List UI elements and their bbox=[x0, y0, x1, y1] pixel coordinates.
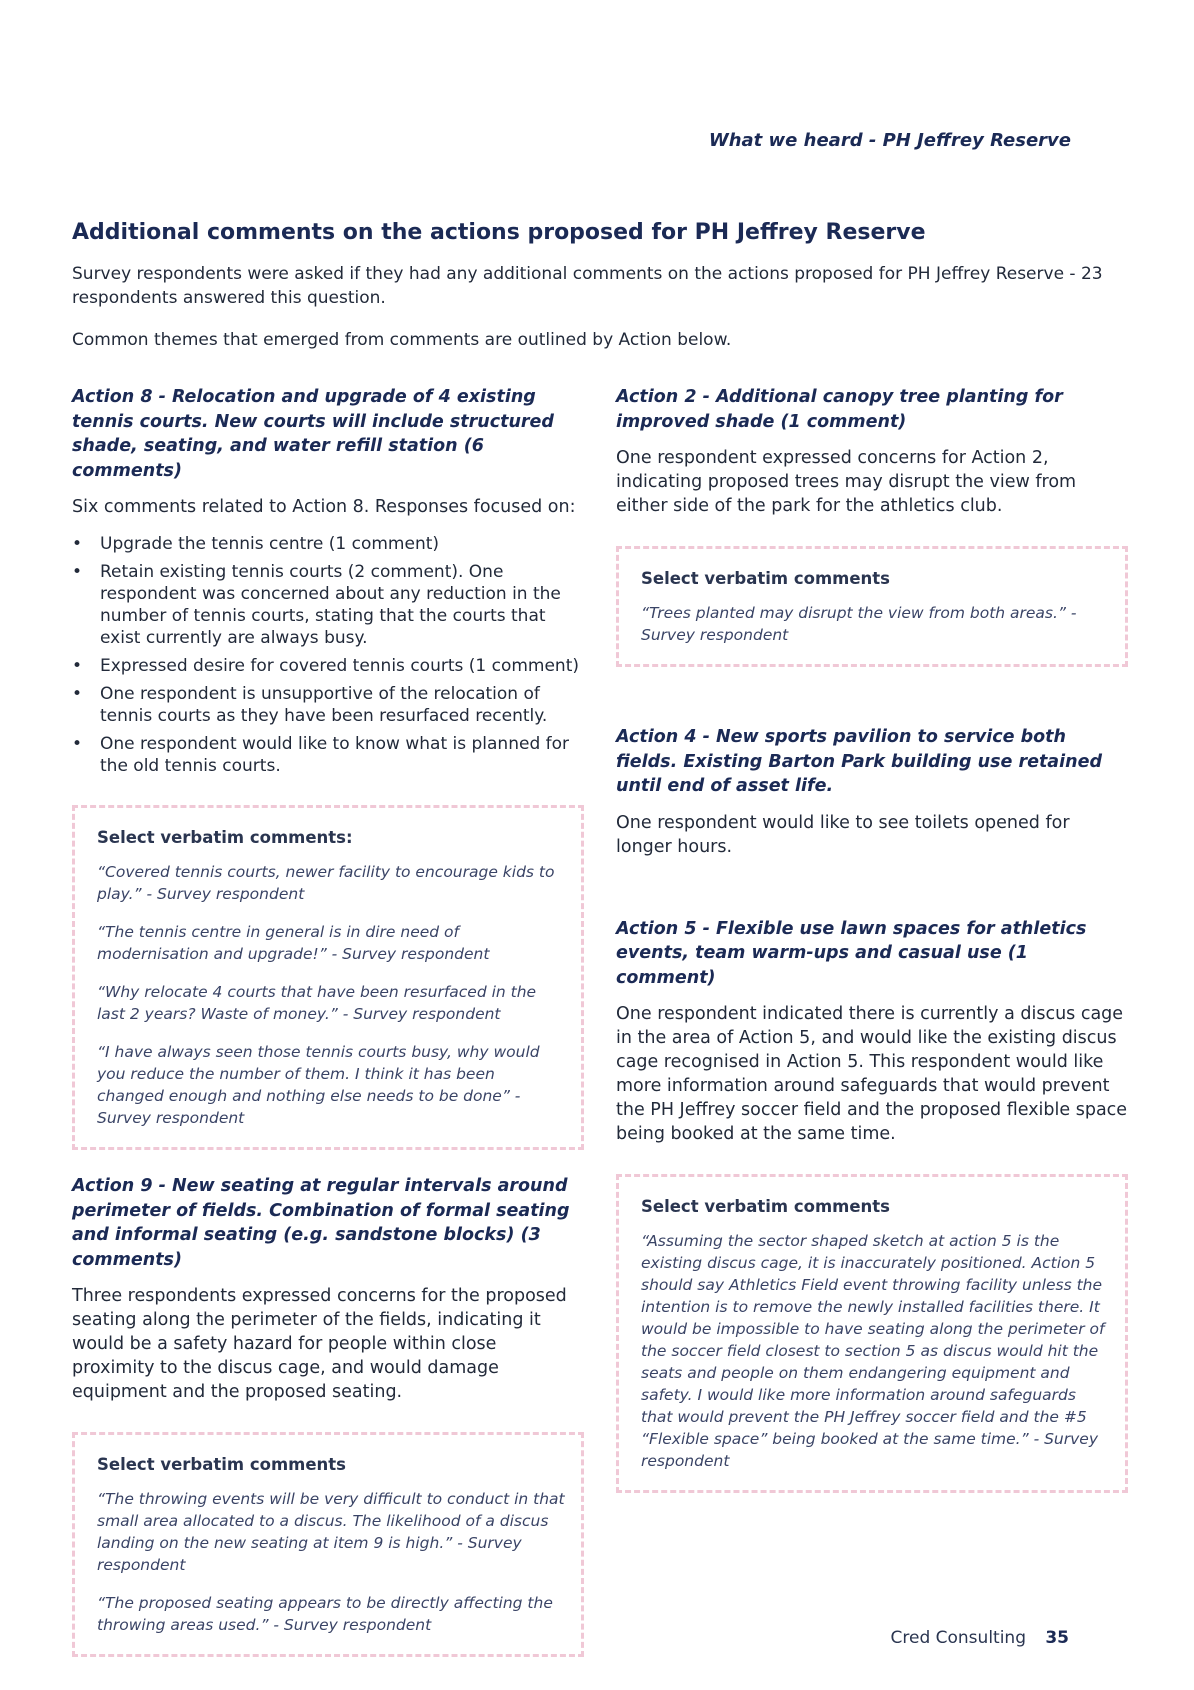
action-2-section bbox=[616, 385, 1128, 667]
bullet-item: • One respondent would like to know what is planned for the old tennis courts. bbox=[72, 733, 584, 777]
action-9-verbatim-box bbox=[72, 1432, 584, 1657]
action-8-title: Action 8 - Relocation and upgrade of 4 existing tennis courts. New courts will include structured shade, seating, and water refill station (6 comments) bbox=[72, 387, 554, 481]
verbatim-quote: “Why relocate 4 courts that have been resurfaced in the last 2 years? Waste of money.” - Survey respondent bbox=[97, 983, 537, 1023]
left-column bbox=[72, 385, 584, 1657]
action-8-summary: Six comments related to Action 8. Responses focused on: bbox=[72, 497, 576, 517]
action-8-bullet-list bbox=[72, 533, 584, 777]
page-number: 35 bbox=[1045, 1628, 1069, 1648]
verbatim-quote: “Assuming the sector shaped sketch at action 5 is the existing discus cage, it is inaccurately positioned. Action 5 should say Athletics Field event throwing facility unless the intention is to remove the newly installed facilities there. It would be impossible to have seating along the perimeter of the soccer field closest to section 5 as discus would hit the seats and people on them endangering equipment and safety. I would like more information around safeguards that would prevent the PH Jeffrey soccer field and the #5 “Flexible space” being booked at the same time.” - Survey respondent bbox=[641, 1232, 1105, 1470]
verbatim-quote: “The proposed seating appears to be directly affecting the throwing areas used.” - Survey respondent bbox=[97, 1594, 553, 1634]
verbatim-heading: Select verbatim comments bbox=[641, 1197, 890, 1216]
action-4-section bbox=[616, 725, 1128, 859]
action-9-summary: Three respondents expressed concerns for the proposed seating along the perimeter of the fields, indicating it would be a safety hazard for people within close proximity to the discus cage, and would damage equipment and the proposed seating. bbox=[72, 1286, 567, 1402]
verbatim-quote: “Covered tennis courts, newer facility to encourage kids to play.” - Survey respondent bbox=[97, 863, 555, 903]
intro-paragraph-themes: Common themes that emerged from comments are outlined by Action below. bbox=[72, 330, 732, 350]
bullet-item: • Upgrade the tennis centre (1 comment) bbox=[72, 533, 584, 555]
action-2-title: Action 2 - Additional canopy tree planting for improved shade (1 comment) bbox=[616, 387, 1063, 432]
action-5-verbatim-box bbox=[616, 1174, 1128, 1493]
running-header: What we heard - PH Jeffrey Reserve bbox=[708, 130, 1071, 151]
verbatim-quote: “Trees planted may disrupt the view from both areas.” - Survey respondent bbox=[641, 604, 1077, 644]
verbatim-quote: “The throwing events will be very difficult to conduct in that small area allocated to a discus. The likelihood of a discus landing on the new seating at item 9 is high.” - Survey respondent bbox=[97, 1490, 565, 1574]
action-2-summary: One respondent expressed concerns for Action 2, indicating proposed trees may disrupt the view from either side of the park for the athletics club. bbox=[616, 448, 1077, 516]
action-8-section bbox=[72, 385, 584, 1150]
action-9-section bbox=[72, 1174, 584, 1657]
verbatim-quote: “I have always seen those tennis courts busy, why would you reduce the number of them. I think it has been changed enough and nothing else needs to be done” - Survey respondent bbox=[97, 1043, 540, 1127]
page-title: Additional comments on the actions proposed for PH Jeffrey Reserve bbox=[72, 220, 926, 245]
verbatim-quote: “The tennis centre in general is in dire need of modernisation and upgrade!” - Survey respondent bbox=[97, 923, 490, 963]
right-column bbox=[616, 385, 1128, 1493]
intro-paragraph: Survey respondents were asked if they had any additional comments on the actions proposed for PH Jeffrey Reserve - 23 respondents answered this question. bbox=[72, 264, 1103, 308]
bullet-item: • One respondent is unsupportive of the relocation of tennis courts as they have been resurfaced recently. bbox=[72, 683, 584, 727]
verbatim-heading: Select verbatim comments: bbox=[97, 828, 353, 847]
action-5-section bbox=[616, 917, 1128, 1494]
action-4-title: Action 4 - New sports pavilion to service both fields. Existing Barton Park building use retained until end of asset life. bbox=[616, 727, 1102, 796]
action-2-verbatim-box bbox=[616, 546, 1128, 667]
bullet-item: • Retain existing tennis courts (2 comment). One respondent was concerned about any reduction in the number of tennis courts, stating that the courts that exist currently are always busy. bbox=[72, 561, 584, 649]
action-9-title: Action 9 - New seating at regular intervals around perimeter of fields. Combination of formal seating and informal seating (e.g. sandstone blocks) (3 comments) bbox=[72, 1176, 570, 1270]
action-5-summary: One respondent indicated there is currently a discus cage in the area of Action 5, and would like the existing discus cage recognised in Action 5. This respondent would like more information around safeguards that would prevent the PH Jeffrey soccer field and the proposed flexible space being booked at the same time. bbox=[616, 1004, 1128, 1144]
action-8-verbatim-box bbox=[72, 805, 584, 1150]
verbatim-heading: Select verbatim comments bbox=[97, 1455, 346, 1474]
bullet-item: • Expressed desire for covered tennis courts (1 comment) bbox=[72, 655, 584, 677]
action-5-title: Action 5 - Flexible use lawn spaces for athletics events, team warm-ups and casual use (1 comment) bbox=[616, 918, 1087, 988]
action-4-summary: One respondent would like to see toilets opened for longer hours. bbox=[616, 812, 1070, 857]
footer-brand: Cred Consulting bbox=[890, 1628, 1026, 1648]
verbatim-heading: Select verbatim comments bbox=[641, 569, 890, 588]
